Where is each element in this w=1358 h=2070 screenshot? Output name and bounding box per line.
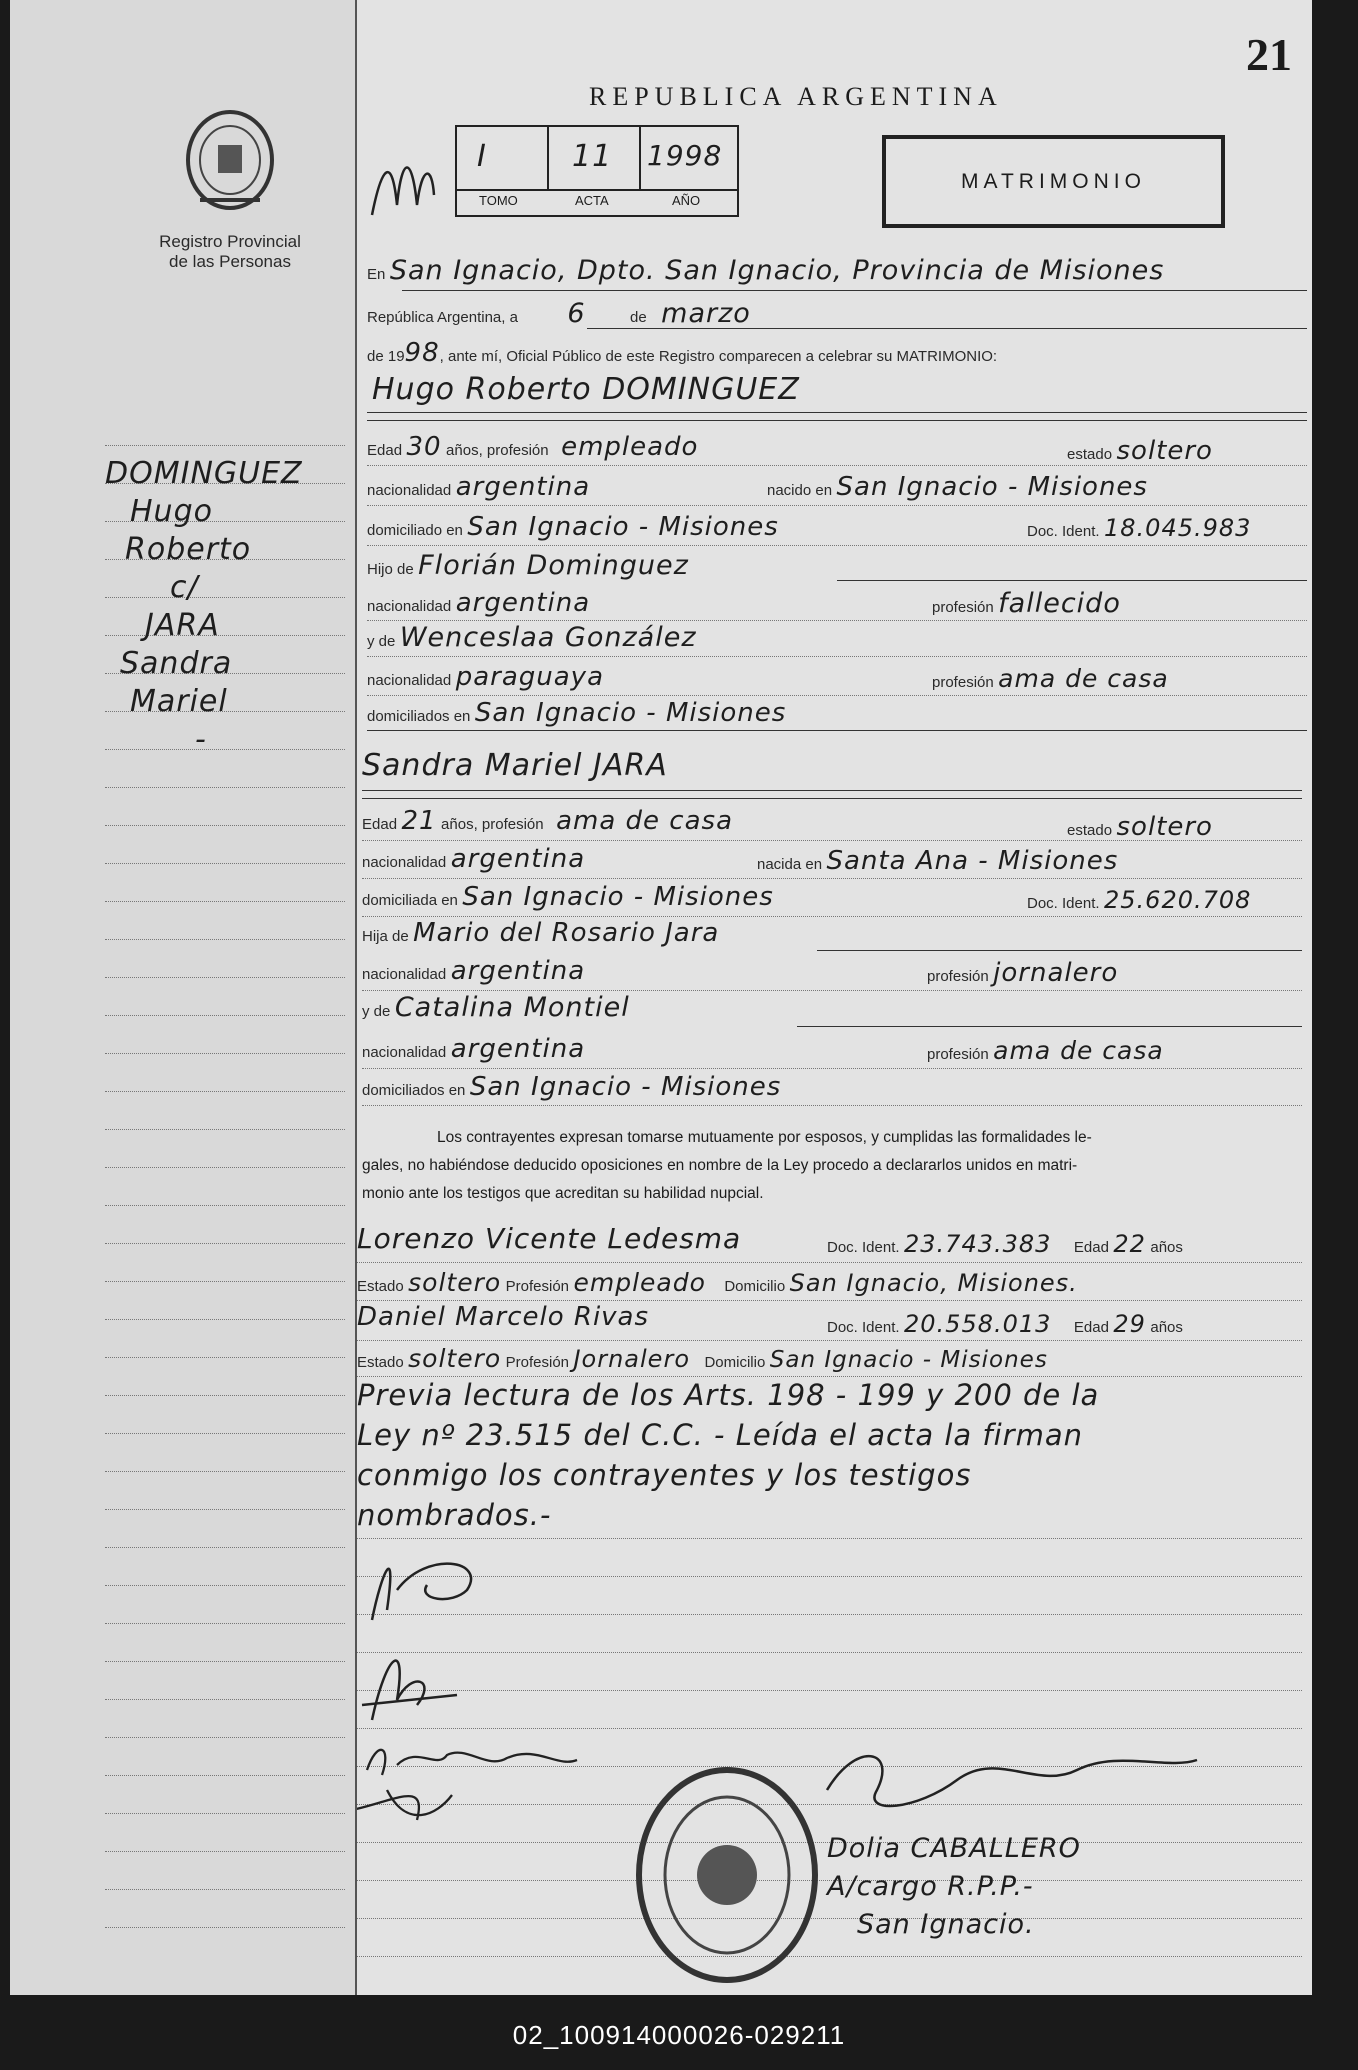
groom-mother: Wenceslaa González bbox=[399, 622, 697, 653]
hija-label: Hija de bbox=[362, 928, 409, 945]
margin-ruled-line bbox=[105, 1699, 345, 1700]
margin-ruled-line bbox=[105, 1243, 345, 1244]
y-de-label: y de bbox=[362, 1003, 391, 1020]
margin-ruled-line bbox=[105, 1585, 345, 1586]
registry-name: Registro Provincial de las Personas bbox=[159, 232, 301, 271]
groom-nationality: argentina bbox=[455, 472, 591, 502]
groom-parents-domicile: San Ignacio - Misiones bbox=[474, 698, 787, 728]
bride-estado: soltero bbox=[1116, 812, 1213, 842]
groom-father-profession: fallecido bbox=[998, 588, 1121, 619]
intro-text: , ante mí, Oficial Público de este Registro comparecen a celebrar su MATRIMONIO: bbox=[439, 348, 998, 365]
register-page bbox=[10, 0, 1312, 1995]
margin-ruled-line bbox=[105, 1889, 345, 1890]
groom-domicile: San Ignacio - Misiones bbox=[467, 512, 779, 542]
margin-ruled-line bbox=[105, 445, 345, 446]
witness-1-domicile: San Ignacio, Misiones. bbox=[789, 1269, 1078, 1297]
profesion-label: Profesión bbox=[505, 1278, 570, 1295]
marriage-place: San Ignacio, Dpto. San Ignacio, Provincia de Misiones bbox=[389, 255, 1165, 286]
witness-1-name: Lorenzo Vicente Ledesma bbox=[357, 1222, 742, 1255]
nacionalidad-label: nacionalidad bbox=[362, 854, 447, 871]
bride-mother: Catalina Montiel bbox=[394, 992, 630, 1023]
groom-age: 30 bbox=[406, 432, 442, 462]
domicilio-label: Domicilio bbox=[724, 1278, 786, 1295]
margin-ruled-line bbox=[105, 1737, 345, 1738]
groom-mother-profession: ama de casa bbox=[998, 664, 1169, 693]
witness-2-doc: 20.558.013 bbox=[904, 1310, 1052, 1338]
margin-ruled-line bbox=[105, 787, 345, 788]
groom-profession: empleado bbox=[561, 432, 699, 462]
marriage-month: marzo bbox=[661, 298, 751, 329]
domiciliada-label: domiciliada en bbox=[362, 892, 458, 909]
bride-father-nationality: argentina bbox=[450, 956, 586, 986]
margin-ruled-line bbox=[105, 1129, 345, 1130]
bride-father: Mario del Rosario Jara bbox=[413, 918, 720, 948]
estado-label: Estado bbox=[357, 1278, 404, 1295]
margin-note: DOMINGUEZ Hugo Roberto c/ JARA Sandra Mariel - bbox=[105, 456, 303, 757]
margin-ruled-line bbox=[105, 1433, 345, 1434]
marriage-year: 98 bbox=[404, 338, 440, 368]
bride-nationality: argentina bbox=[450, 844, 586, 874]
margin-ruled-line bbox=[105, 1205, 345, 1206]
official-signature-block: Dolia CABALLERO A/cargo R.P.P.- San Ignacio. bbox=[827, 1833, 1081, 1940]
witness-2-name: Daniel Marcelo Rivas bbox=[357, 1302, 650, 1332]
anos-label: años, profesión bbox=[441, 816, 544, 833]
profesion-label: profesión bbox=[932, 599, 994, 616]
bride-father-profession: jornalero bbox=[993, 958, 1119, 988]
margin-ruled-line bbox=[105, 863, 345, 864]
margin-ruled-line bbox=[105, 1547, 345, 1548]
nacido-label: nacido en bbox=[767, 482, 833, 499]
groom-father: Florián Dominguez bbox=[418, 550, 689, 581]
signature-initial-mark bbox=[362, 145, 442, 225]
bride-domicile: San Ignacio - Misiones bbox=[462, 882, 774, 912]
marriage-day: 6 bbox=[567, 298, 586, 329]
estado-label: estado bbox=[1067, 822, 1113, 839]
nacionalidad-label: nacionalidad bbox=[367, 672, 452, 689]
ano-value: 1998 bbox=[647, 139, 723, 172]
edad-label: Edad bbox=[1073, 1319, 1109, 1336]
witness-2-age: 29 bbox=[1113, 1310, 1146, 1338]
domiciliado-label: domiciliado en bbox=[367, 522, 463, 539]
witness-1-profession: empleado bbox=[573, 1268, 706, 1297]
edad-label: Edad bbox=[362, 816, 398, 833]
groom-doc: 18.045.983 bbox=[1104, 514, 1252, 542]
nacionalidad-label: nacionalidad bbox=[362, 966, 447, 983]
witness-1-doc: 23.743.383 bbox=[904, 1230, 1052, 1258]
margin-ruled-line bbox=[105, 1661, 345, 1662]
margin-ruled-line bbox=[105, 1015, 345, 1016]
bride-age: 21 bbox=[401, 806, 437, 836]
bride-mother-profession: ama de casa bbox=[993, 1036, 1164, 1065]
margin-column bbox=[10, 0, 357, 1995]
margin-ruled-line bbox=[105, 977, 345, 978]
tomo-value: I bbox=[477, 139, 487, 174]
margin-ruled-line bbox=[105, 939, 345, 940]
margin-ruled-line bbox=[105, 1927, 345, 1928]
nacida-label: nacida en bbox=[757, 856, 823, 873]
groom-birthplace: San Ignacio - Misiones bbox=[836, 472, 1148, 502]
profesion-label: profesión bbox=[927, 1046, 989, 1063]
anos-label: años bbox=[1150, 1319, 1183, 1336]
en-label: En bbox=[367, 266, 386, 283]
act-type-box: MATRIMONIO bbox=[882, 135, 1225, 228]
profesion-label: profesión bbox=[932, 674, 994, 691]
anos-label: años, profesión bbox=[446, 442, 549, 459]
profesion-label: profesión bbox=[927, 968, 989, 985]
page-number: 21 bbox=[1246, 29, 1292, 80]
margin-ruled-line bbox=[105, 901, 345, 902]
country-header: REPUBLICA ARGENTINA bbox=[589, 82, 1003, 111]
witness-2-domicile: San Ignacio - Misiones bbox=[769, 1347, 1048, 1373]
bride-birthplace: Santa Ana - Misiones bbox=[826, 846, 1119, 876]
document-id-footer: 02_100914000026-029211 bbox=[512, 2020, 846, 2050]
margin-ruled-line bbox=[105, 1091, 345, 1092]
profesion-label: Profesión bbox=[505, 1354, 570, 1371]
margin-ruled-line bbox=[105, 1281, 345, 1282]
domiciliados-label: domiciliados en bbox=[362, 1082, 466, 1099]
bride-name: Sandra Mariel JARA bbox=[362, 748, 668, 783]
acta-label: ACTA bbox=[575, 193, 609, 208]
witness-1-estado: soltero bbox=[408, 1268, 502, 1297]
domiciliados-label: domiciliados en bbox=[367, 708, 471, 725]
y-de-label: y de bbox=[367, 633, 396, 650]
declaration-text: Los contrayentes expresan tomarse mutuamente por esposos, y cumplidas las formalidades le- gales, no habiéndose deducido oposiciones en nombre de la Ley procedo a declararlos unidos en matri- monio ante los testigos que acreditan su habilidad nupcial. bbox=[362, 1129, 1092, 1202]
groom-father-nationality: argentina bbox=[455, 588, 591, 618]
margin-ruled-line bbox=[105, 1053, 345, 1054]
groom-mother-nationality: paraguaya bbox=[455, 662, 604, 692]
nacionalidad-label: nacionalidad bbox=[362, 1044, 447, 1061]
doc-label: Doc. Ident. bbox=[1027, 895, 1100, 912]
tomo-label: TOMO bbox=[479, 193, 518, 208]
witness-2-estado: soltero bbox=[408, 1344, 502, 1373]
ano-label: AÑO bbox=[672, 193, 701, 208]
edad-label: Edad bbox=[1073, 1239, 1109, 1256]
estado-label: Estado bbox=[357, 1354, 404, 1371]
official-signature bbox=[817, 1730, 1237, 1840]
margin-ruled-line bbox=[105, 1395, 345, 1396]
bride-parents-domicile: San Ignacio - Misiones bbox=[469, 1072, 782, 1102]
doc-label: Doc. Ident. bbox=[827, 1319, 900, 1336]
official-stamp-icon bbox=[627, 1760, 827, 1990]
margin-ruled-line bbox=[105, 1775, 345, 1776]
anos-label: años bbox=[1150, 1239, 1183, 1256]
registry-box bbox=[455, 125, 739, 217]
witness-1-age: 22 bbox=[1113, 1230, 1146, 1258]
provincial-seal-icon bbox=[180, 105, 280, 215]
bride-mother-nationality: argentina bbox=[450, 1034, 586, 1064]
nacionalidad-label: nacionalidad bbox=[367, 598, 452, 615]
year-prefix: de 19 bbox=[367, 348, 405, 365]
margin-ruled-line bbox=[105, 1167, 345, 1168]
edad-label: Edad bbox=[367, 442, 403, 459]
margin-ruled-line bbox=[105, 1813, 345, 1814]
margin-ruled-line bbox=[105, 1319, 345, 1320]
nacionalidad-label: nacionalidad bbox=[367, 482, 452, 499]
margin-ruled-line bbox=[105, 1851, 345, 1852]
margin-ruled-line bbox=[105, 825, 345, 826]
groom-estado: soltero bbox=[1116, 436, 1213, 466]
witness-2-profession: Jornalero bbox=[573, 1345, 690, 1373]
domicilio-label: Domicilio bbox=[704, 1354, 766, 1371]
doc-label: Doc. Ident. bbox=[1027, 523, 1100, 540]
margin-ruled-line bbox=[105, 1509, 345, 1510]
main-ruled-line bbox=[357, 1956, 1302, 1957]
groom-name: Hugo Roberto DOMINGUEZ bbox=[372, 372, 800, 407]
margin-ruled-line bbox=[105, 1471, 345, 1472]
main-column bbox=[357, 0, 1312, 1995]
republica-label: República Argentina, a bbox=[367, 309, 518, 326]
acta-value: 11 bbox=[572, 139, 613, 174]
bride-profession: ama de casa bbox=[556, 806, 734, 836]
doc-label: Doc. Ident. bbox=[827, 1239, 900, 1256]
margin-ruled-line bbox=[105, 1357, 345, 1358]
bride-doc: 25.620.708 bbox=[1104, 886, 1252, 914]
hijo-label: Hijo de bbox=[367, 561, 414, 578]
closing-note: Previa lectura de los Arts. 198 - 199 y 200 de la Ley nº 23.515 del C.C. - Leída el acta la firman conmigo los contrayentes y los testigos nombrados.- bbox=[357, 1378, 1100, 1532]
estado-label: estado bbox=[1067, 446, 1113, 463]
de-label: de bbox=[630, 309, 647, 326]
margin-ruled-line bbox=[105, 1623, 345, 1624]
